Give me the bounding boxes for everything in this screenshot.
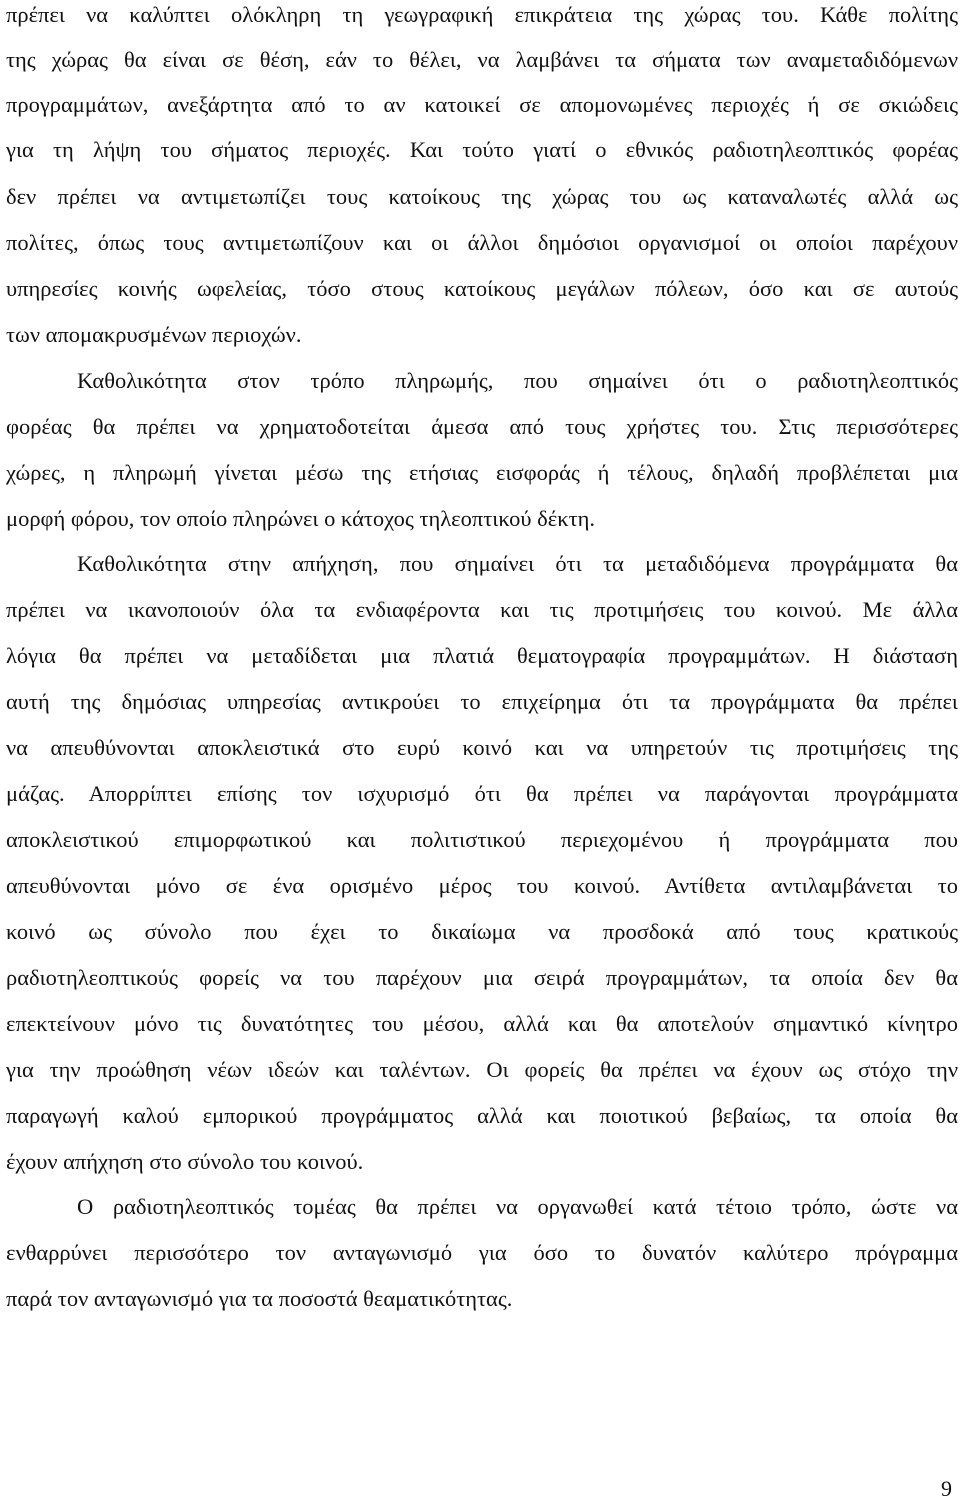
- text-line: φορέας θα πρέπει να χρηματοδοτείται άμεσα από τους χρήστες του. Στις περισσότερες: [6, 414, 958, 439]
- text-line: πρέπει να ικανοποιούν όλα τα ενδιαφέροντα και τις προτιμήσεις του κοινού. Με άλλα: [6, 597, 958, 622]
- text-line: πολίτες, όπως τους αντιμετωπίζουν και οι άλλοι δημόσιοι οργανισμοί οι οποίοι παρέχουν: [6, 230, 958, 255]
- text-line: ενθαρρύνει περισσότερο τον ανταγωνισμό για όσο το δυνατόν καλύτερο πρόγραμμα: [6, 1240, 958, 1265]
- paragraph-first-line: Ο ραδιοτηλεοπτικός τομέας θα πρέπει να οργανωθεί κατά τέτοιο τρόπο, ώστε να: [77, 1194, 958, 1219]
- text-line: απευθύνονται μόνο σε ένα ορισμένο μέρος του κοινού. Αντίθετα αντιλαμβάνεται το: [6, 873, 958, 898]
- paragraph-first-line: Καθολικότητα στην απήχηση, που σημαίνει ότι τα μεταδιδόμενα προγράμματα θα: [77, 551, 958, 576]
- text-line: μάζας. Απορρίπτει επίσης τον ισχυρισμό ότι θα πρέπει να παράγονται προγράμματα: [6, 781, 958, 806]
- text-line: παραγωγή καλού εμπορικού προγράμματος αλλά και ποιοτικού βεβαίως, τα οποία θα: [6, 1103, 958, 1128]
- text-line: για την προώθηση νέων ιδεών και ταλέντων. Οι φορείς θα πρέπει να έχουν ως στόχο την: [6, 1057, 958, 1082]
- text-line: πρέπει να καλύπτει ολόκληρη τη γεωγραφική επικράτεια της χώρας του. Κάθε πολίτης: [6, 2, 958, 27]
- text-line: κοινό ως σύνολο που έχει το δικαίωμα να προσδοκά από τους κρατικούς: [6, 919, 958, 944]
- text-line: των απομακρυσμένων περιοχών.: [6, 322, 302, 347]
- text-line: παρά τον ανταγωνισμό για τα ποσοστά θεαματικότητας.: [6, 1286, 513, 1311]
- text-line: επεκτείνουν μόνο τις δυνατότητες του μέσου, αλλά και θα αποτελούν σημαντικό κίνητρο: [6, 1011, 958, 1036]
- text-line: χώρες, η πληρωμή γίνεται μέσω της ετήσιας εισφοράς ή τέλους, δηλαδή προβλέπεται μια: [6, 460, 958, 485]
- text-line: προγραμμάτων, ανεξάρτητα από το αν κατοικεί σε απομονωμένες περιοχές ή σε σκιώδεις: [6, 92, 958, 117]
- text-line: υπηρεσίες κοινής ωφελείας, τόσο στους κατοίκους μεγάλων πόλεων, όσο και σε αυτούς: [6, 276, 958, 301]
- text-line: μορφή φόρου, τον οποίο πληρώνει ο κάτοχος τηλεοπτικού δέκτη.: [6, 506, 595, 531]
- text-line: αυτή της δημόσιας υπηρεσίας αντικρούει το επιχείρημα ότι τα προγράμματα θα πρέπει: [6, 689, 958, 714]
- text-line: αποκλειστικού επιμορφωτικού και πολιτιστικού περιεχομένου ή προγράμματα που: [6, 827, 958, 852]
- text-line: για τη λήψη του σήματος περιοχές. Και τούτο γιατί ο εθνικός ραδιοτηλεοπτικός φορέας: [6, 137, 958, 162]
- page-number: 9: [941, 1476, 952, 1501]
- paragraph-first-line: Καθολικότητα στον τρόπο πληρωμής, που σημαίνει ότι ο ραδιοτηλεοπτικός: [77, 368, 958, 393]
- text-line: να απευθύνονται αποκλειστικά στο ευρύ κοινό και να υπηρετούν τις προτιμήσεις της: [6, 735, 958, 760]
- text-line: λόγια θα πρέπει να μεταδίδεται μια πλατιά θεματογραφία προγραμμάτων. Η διάσταση: [6, 643, 958, 668]
- text-line: της χώρας θα είναι σε θέση, εάν το θέλει, να λαμβάνει τα σήματα των αναμεταδιδόμενων: [6, 47, 958, 72]
- text-line: έχουν απήχηση στο σύνολο του κοινού.: [6, 1149, 364, 1174]
- text-line: ραδιοτηλεοπτικούς φορείς να του παρέχουν μια σειρά προγραμμάτων, τα οποία δεν θα: [6, 965, 958, 990]
- text-line: δεν πρέπει να αντιμετωπίζει τους κατοίκους της χώρας του ως καταναλωτές αλλά ως: [6, 184, 958, 209]
